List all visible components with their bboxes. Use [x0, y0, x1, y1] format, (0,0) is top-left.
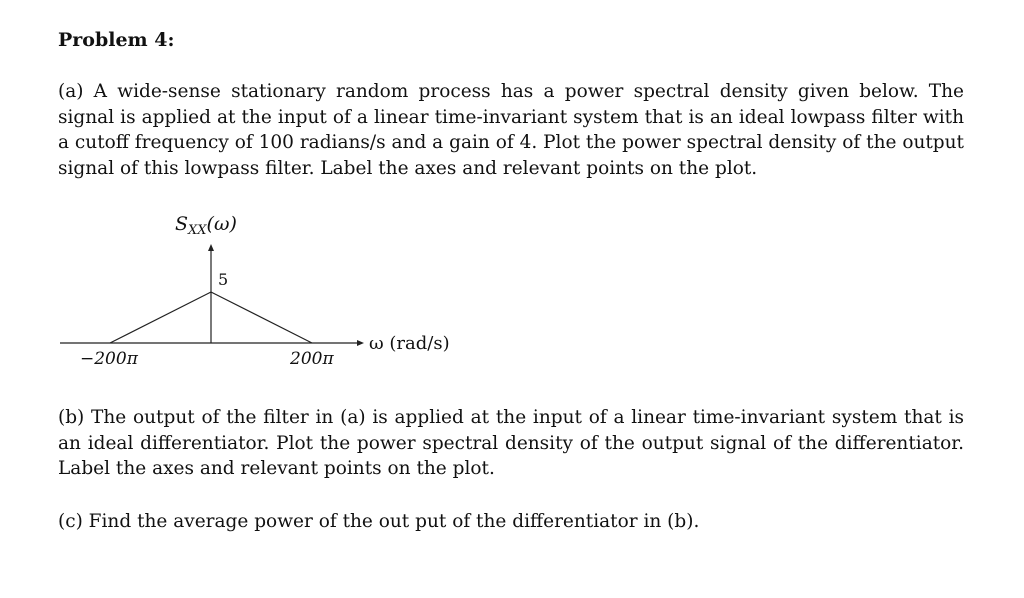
- problem-title: Problem 4:: [58, 29, 175, 51]
- x-right-label: 200π: [290, 349, 334, 369]
- y-axis-label-main: S: [175, 213, 189, 235]
- x-axis-arrowhead: [357, 340, 364, 346]
- y-axis-label-sub: XX: [188, 223, 207, 238]
- part-b-text: (b) The output of the filter in (a) is applied at the input of a linear time-invariant system that is an ideal differentiator. Plot the power spectral density of the output signal of the differentiator. Label the axes and relevant points on the plot.: [58, 407, 964, 479]
- part-a-text: (a) A wide-sense stationary random process has a power spectral density given below. The signal is applied at the input of a linear time-invariant system that is an ideal lowpass filter with a cutoff frequency of 100 radians/s and a gain of 4. Plot the power spectral density of the output signal of this lowpass filter. Label the axes and relevant points on the plot.: [58, 81, 964, 179]
- psd-triangle: [110, 292, 312, 343]
- x-left-label: −200π: [80, 349, 138, 369]
- peak-value-label: 5: [218, 270, 229, 289]
- y-axis-arrowhead: [208, 244, 214, 251]
- y-axis-label: [175, 213, 237, 238]
- y-axis-label-arg: (ω): [206, 213, 237, 235]
- x-axis-label: ω (rad/s): [369, 333, 450, 354]
- problem-page: [58, 27, 964, 181]
- part-c-text: (c) Find the average power of the out put of the differentiator in (b).: [58, 511, 700, 532]
